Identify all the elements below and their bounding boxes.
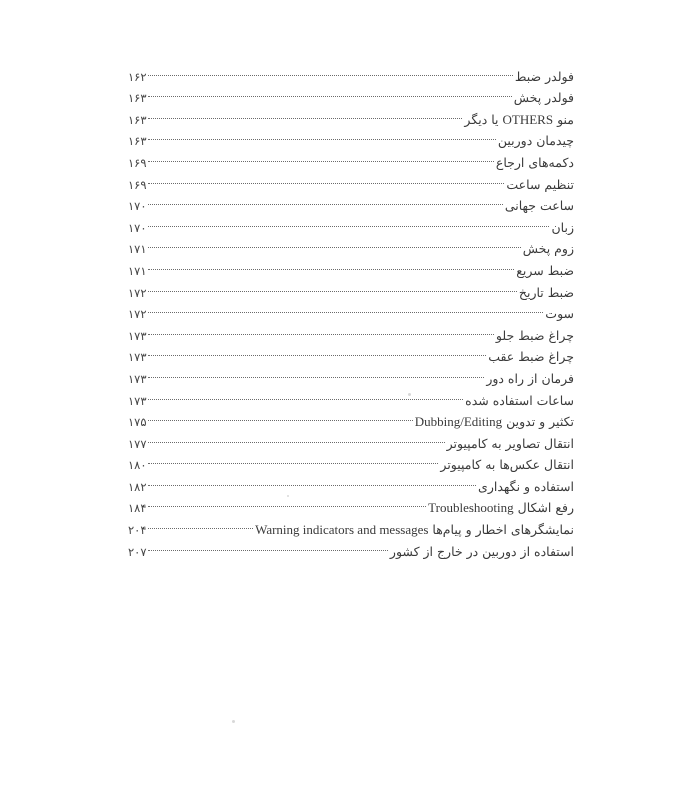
toc-page-number: ۱۶۳	[128, 134, 147, 149]
toc-page-number: ۱۷۵	[128, 415, 147, 430]
toc-entry-title: منو OTHERS یا دیگر	[464, 111, 574, 127]
toc-entry-title: ساعات استفاده شده	[465, 392, 574, 408]
toc-entry-title: چراغ ضبط عقب	[488, 349, 574, 365]
dot-leader	[148, 81, 512, 103]
toc-entry-title: استفاده و نگهداری	[478, 478, 574, 494]
table-of-contents	[128, 59, 574, 559]
dot-leader	[148, 189, 503, 211]
toc-entry-title: استفاده از دوربین در خارج از کشور	[389, 543, 574, 559]
toc-entry	[128, 210, 574, 235]
dot-leader	[148, 405, 413, 427]
toc-page-number: ۱۸۲	[128, 479, 147, 494]
toc-entry	[128, 318, 574, 343]
scan-speck	[408, 393, 411, 396]
toc-page-number: ۱۷۳	[128, 328, 147, 343]
dot-leader	[148, 318, 494, 340]
dot-leader	[148, 534, 388, 556]
dot-leader	[148, 469, 477, 491]
dot-leader	[148, 232, 521, 254]
toc-page-number: ۱۶۳	[128, 112, 147, 127]
toc-entry	[128, 232, 574, 257]
toc-entry	[128, 81, 574, 106]
dot-leader	[148, 361, 485, 383]
dot-leader	[148, 124, 496, 146]
dot-leader	[148, 253, 515, 275]
dot-leader	[148, 167, 505, 189]
scan-speck	[232, 720, 235, 723]
dot-leader	[148, 210, 550, 232]
toc-entry-title: ضبط تاریخ	[518, 284, 574, 300]
toc-page-number: ۱۶۳	[128, 91, 147, 106]
toc-entry-title: نمایشگرهای اخطار و پیام‌ها Warning indicators and messages	[255, 522, 574, 538]
dot-leader	[148, 145, 494, 167]
dot-leader	[148, 512, 254, 534]
toc-entry-title: سوت	[545, 306, 574, 322]
toc-entry-title: تنظیم ساعت	[506, 176, 574, 192]
dot-leader	[148, 340, 487, 362]
toc-page-number: ۱۸۴	[128, 501, 147, 516]
toc-entry	[128, 102, 574, 127]
toc-page-number: ۱۷۳	[128, 350, 147, 365]
toc-page-number: ۱۷۱	[128, 263, 147, 278]
toc-entry-title: ضبط سریع	[516, 262, 574, 278]
dot-leader	[148, 383, 464, 405]
toc-page-number: ۱۶۲	[128, 69, 147, 84]
toc-page-number: ۲۰۴	[128, 523, 147, 538]
dot-leader	[148, 102, 463, 124]
toc-page-number: ۱۶۹	[128, 177, 147, 192]
toc-entry-title: فولدر ضبط	[514, 68, 574, 84]
toc-entry-title: انتقال تصاویر به کامپیوتر	[446, 435, 574, 451]
toc-page-number: ۱۷۳	[128, 371, 147, 386]
dot-leader	[148, 297, 544, 319]
toc-entry-title: زوم پخش	[522, 241, 574, 257]
toc-entry	[128, 297, 574, 322]
toc-page-number: ۱۷۲	[128, 285, 147, 300]
toc-entry	[128, 275, 574, 300]
toc-entry-title: دکمه‌های ارجاع	[495, 154, 574, 170]
toc-entry-title: ساعت جهانی	[504, 198, 574, 214]
toc-entry-title: زبان	[551, 219, 574, 235]
toc-entry-title: انتقال عکس‌ها به کامپیوتر	[440, 457, 574, 473]
toc-entry-title: چیدمان دوربین	[497, 133, 574, 149]
toc-page-number: ۱۷۷	[128, 436, 147, 451]
scan-speck	[287, 495, 289, 497]
toc-page-number: ۱۷۰	[128, 220, 147, 235]
toc-page-number: ۱۷۳	[128, 393, 147, 408]
dot-leader	[148, 59, 513, 81]
toc-page-number: ۱۷۲	[128, 307, 147, 322]
toc-entry-title: تکثیر و تدوین Dubbing/Editing	[414, 414, 574, 430]
toc-entry-title: رفع اشکال Troubleshooting	[428, 500, 574, 516]
toc-page-number: ۱۶۹	[128, 155, 147, 170]
toc-entry-title: فرمان از راه دور	[486, 370, 574, 386]
toc-page-number: ۱۷۱	[128, 242, 147, 257]
toc-page-number: ۱۸۰	[128, 458, 147, 473]
dot-leader	[148, 275, 517, 297]
toc-entry	[128, 59, 574, 84]
dot-leader	[148, 448, 439, 470]
toc-entry-title: چراغ ضبط جلو	[495, 327, 574, 343]
toc-entry-title: فولدر پخش	[513, 90, 574, 106]
toc-entry	[128, 253, 574, 278]
toc-page-number: ۲۰۷	[128, 544, 147, 559]
dot-leader	[148, 426, 445, 448]
toc-page-number: ۱۷۰	[128, 199, 147, 214]
